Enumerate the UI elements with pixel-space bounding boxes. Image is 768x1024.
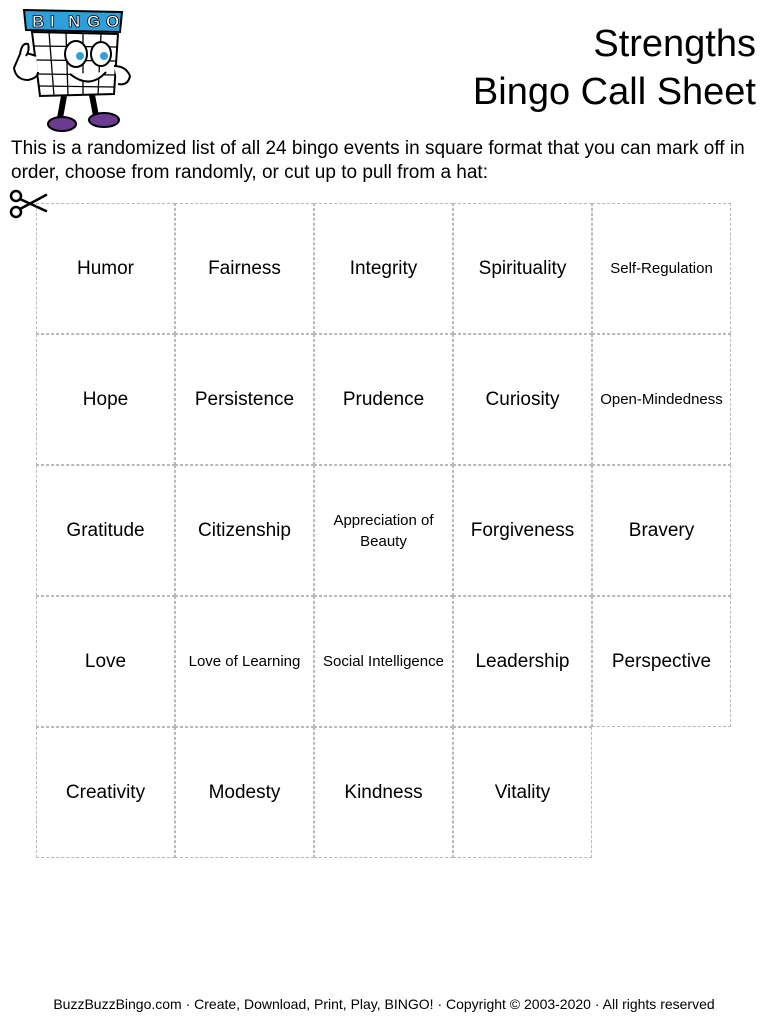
bingo-cell: Perspective xyxy=(592,596,731,727)
logo-letter: G xyxy=(87,12,101,31)
bingo-cell: Love xyxy=(36,596,175,727)
bingo-cell: Humor xyxy=(36,203,175,334)
intro-text: This is a randomized list of all 24 bingo events in square format that you can mark off in order, choose from randomly, or cut up to pull from a hat: xyxy=(11,138,745,183)
title-line-1: Strengths xyxy=(593,23,756,65)
call-sheet-grid xyxy=(36,203,731,858)
page-title xyxy=(473,20,756,116)
footer-text: BuzzBuzzBingo.com · Create, Download, Print, Play, BINGO! · Copyright © 2003-2020 · All rights reserved xyxy=(53,996,715,1012)
bingo-cell: Integrity xyxy=(314,203,453,334)
bingo-cell: Open-Mindedness xyxy=(592,334,731,465)
bingo-cell: Leadership xyxy=(453,596,592,727)
bingo-cell: Appreciation of Beauty xyxy=(314,465,453,596)
bingo-cell: Prudence xyxy=(314,334,453,465)
bingo-cell: Vitality xyxy=(453,727,592,858)
bingo-cell: Kindness xyxy=(314,727,453,858)
logo-letter: N xyxy=(68,12,81,31)
logo-letter: B xyxy=(32,12,45,31)
logo-letter: I xyxy=(50,12,55,31)
bingo-cell: Self-Regulation xyxy=(592,203,731,334)
logo-letter: O xyxy=(106,12,120,31)
bingo-cell: Spirituality xyxy=(453,203,592,334)
bingo-cell: Persistence xyxy=(175,334,314,465)
bingo-cell: Citizenship xyxy=(175,465,314,596)
bingo-cell: Love of Learning xyxy=(175,596,314,727)
bingo-mascot-icon xyxy=(6,6,140,134)
bingo-cell: Forgiveness xyxy=(453,465,592,596)
bingo-cell: Curiosity xyxy=(453,334,592,465)
bingo-cell: Creativity xyxy=(36,727,175,858)
title-line-2: Bingo Call Sheet xyxy=(472,71,756,113)
bingo-cell: Fairness xyxy=(175,203,314,334)
bingo-mascot-logo xyxy=(6,6,140,134)
bingo-cell: Social Intelligence xyxy=(314,596,453,727)
bingo-cell: Bravery xyxy=(592,465,731,596)
bingo-cell: Hope xyxy=(36,334,175,465)
bingo-cell: Modesty xyxy=(175,727,314,858)
bingo-cell: Gratitude xyxy=(36,465,175,596)
